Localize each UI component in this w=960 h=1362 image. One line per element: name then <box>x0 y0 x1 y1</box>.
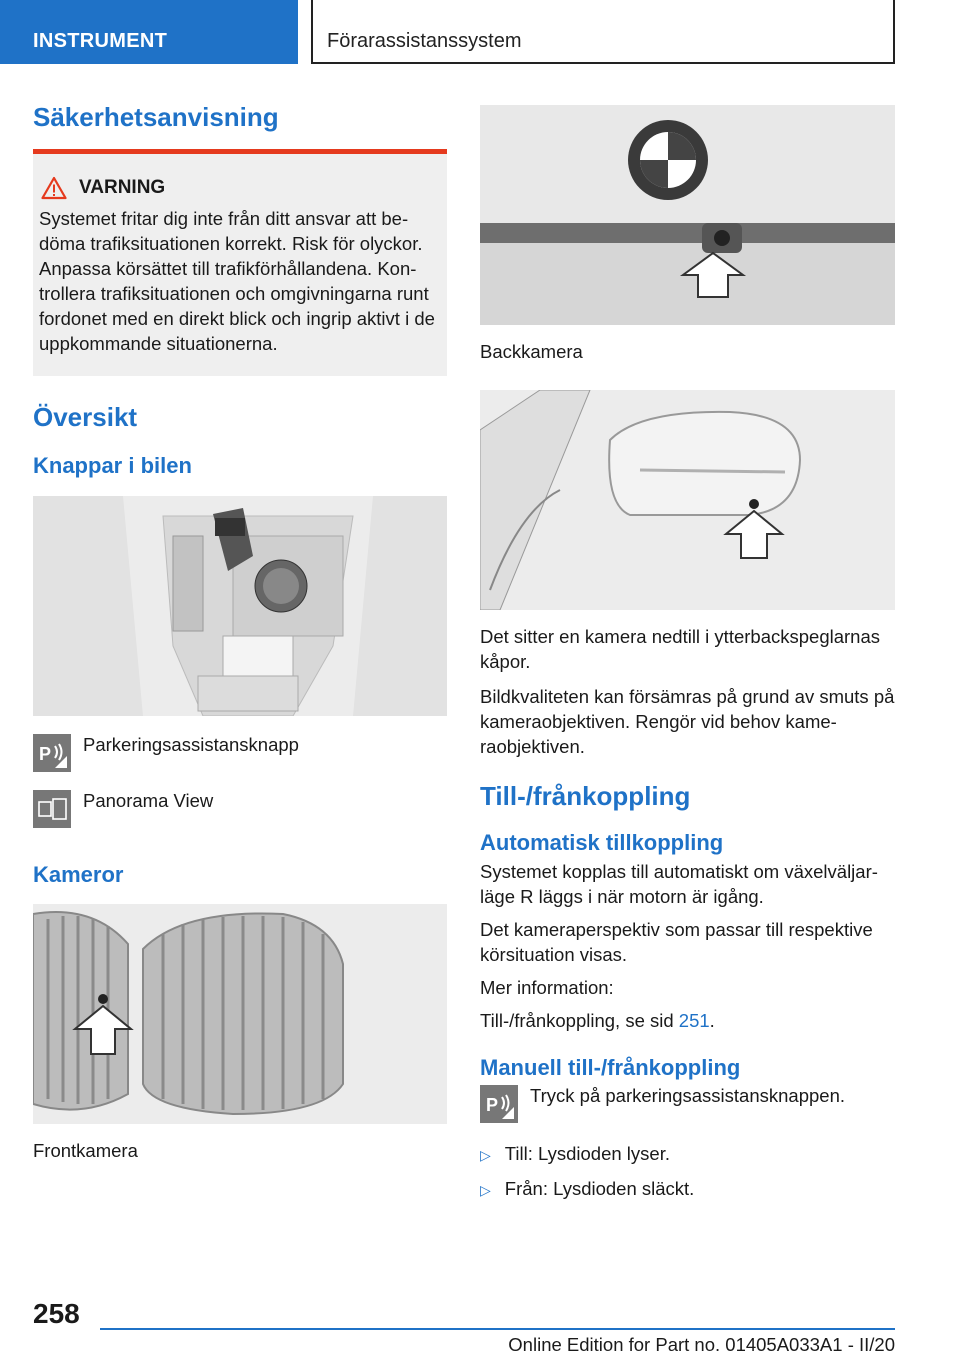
manual-row <box>480 1085 895 1123</box>
auto-heading: Automatisk tillkoppling <box>480 830 724 856</box>
triangle-bullet-icon: ▷ <box>480 1146 491 1163</box>
right-column <box>480 105 895 1203</box>
buttons-heading: Knappar i bilen <box>33 453 192 479</box>
left-column <box>33 100 447 1163</box>
onoff-heading: Till-/frånkoppling <box>480 781 691 811</box>
parking-assist-row <box>33 734 447 772</box>
more-info-text: Mer information: <box>480 976 614 998</box>
page-number: 258 <box>33 1298 80 1329</box>
parking-assist-icon <box>480 1085 518 1123</box>
parking-assist-label: Parkeringsassistansknapp <box>83 733 299 755</box>
warning-box <box>33 149 447 376</box>
perspective-text: Det kameraperspektiv som passar till respektive körsituation visas. <box>480 918 873 965</box>
section-title: INSTRUMENT <box>33 30 168 52</box>
rear-camera-image <box>480 105 895 325</box>
front-camera-image <box>33 904 447 1124</box>
svg-text:P: P <box>486 1094 499 1115</box>
safety-heading: Säkerhetsanvisning <box>33 102 279 132</box>
rear-camera-caption: Backkamera <box>480 341 583 362</box>
chapter-title: Förarassistanssystem <box>327 30 522 52</box>
auto-text: Systemet kopplas till automatiskt om växelväljar-läge R läggs i när motorn är igång. <box>480 860 878 907</box>
edition-text: Online Edition for Part no. 01405A033A1 - II/20 <box>508 1334 895 1355</box>
svg-text:P: P <box>39 743 52 764</box>
panorama-view-row <box>33 790 447 828</box>
side-mirror-image <box>480 390 895 610</box>
triangle-bullet-icon: ▷ <box>480 1181 491 1198</box>
manual-heading: Manuell till-/frånkoppling <box>480 1054 741 1080</box>
center-console-image <box>33 496 447 716</box>
warning-text: Systemet fritar dig inte från ditt ansvar att be-döma trafiksituationen korrekt. Risk för olyckor. Anpassa körsättet till trafikförhållandena. Kon-trollera trafiksituationen och omgivningarna runt fordonet med en direkt blick och ingrip aktivt i de uppkommande situationerna. <box>39 208 435 355</box>
manual-text: Tryck på parkeringsassistansknappen. <box>530 1084 845 1106</box>
overview-heading: Översikt <box>33 402 138 433</box>
led-status-list <box>480 1141 895 1203</box>
warning-title: VARNING <box>39 176 441 200</box>
list-item: ▷ Till: Lysdioden lyser. <box>480 1141 895 1168</box>
parking-assist-icon <box>33 734 71 772</box>
warning-triangle-icon <box>41 176 67 200</box>
panorama-view-label: Panorama View <box>83 789 214 811</box>
front-camera-caption: Frontkamera <box>33 1140 138 1162</box>
reference-text: Till-/frånkoppling, se sid 251. <box>480 1009 715 1031</box>
cameras-heading: Kameror <box>33 861 124 887</box>
page-link[interactable]: 251 <box>678 1009 710 1031</box>
image-quality-text: Bildkvaliteten kan försämras på grund av smuts på kameraobjektiven. Rengör vid behov kame-raobjektiven. <box>480 686 895 757</box>
footer-divider <box>100 1328 895 1330</box>
mirror-camera-text: Det sitter en kamera nedtill i ytterbackspeglarnas kåpor. <box>480 626 880 672</box>
section-tab <box>0 0 298 64</box>
panorama-view-icon <box>33 790 71 828</box>
chapter-tab <box>311 0 895 64</box>
list-item: ▷ Från: Lysdioden släckt. <box>480 1176 895 1203</box>
